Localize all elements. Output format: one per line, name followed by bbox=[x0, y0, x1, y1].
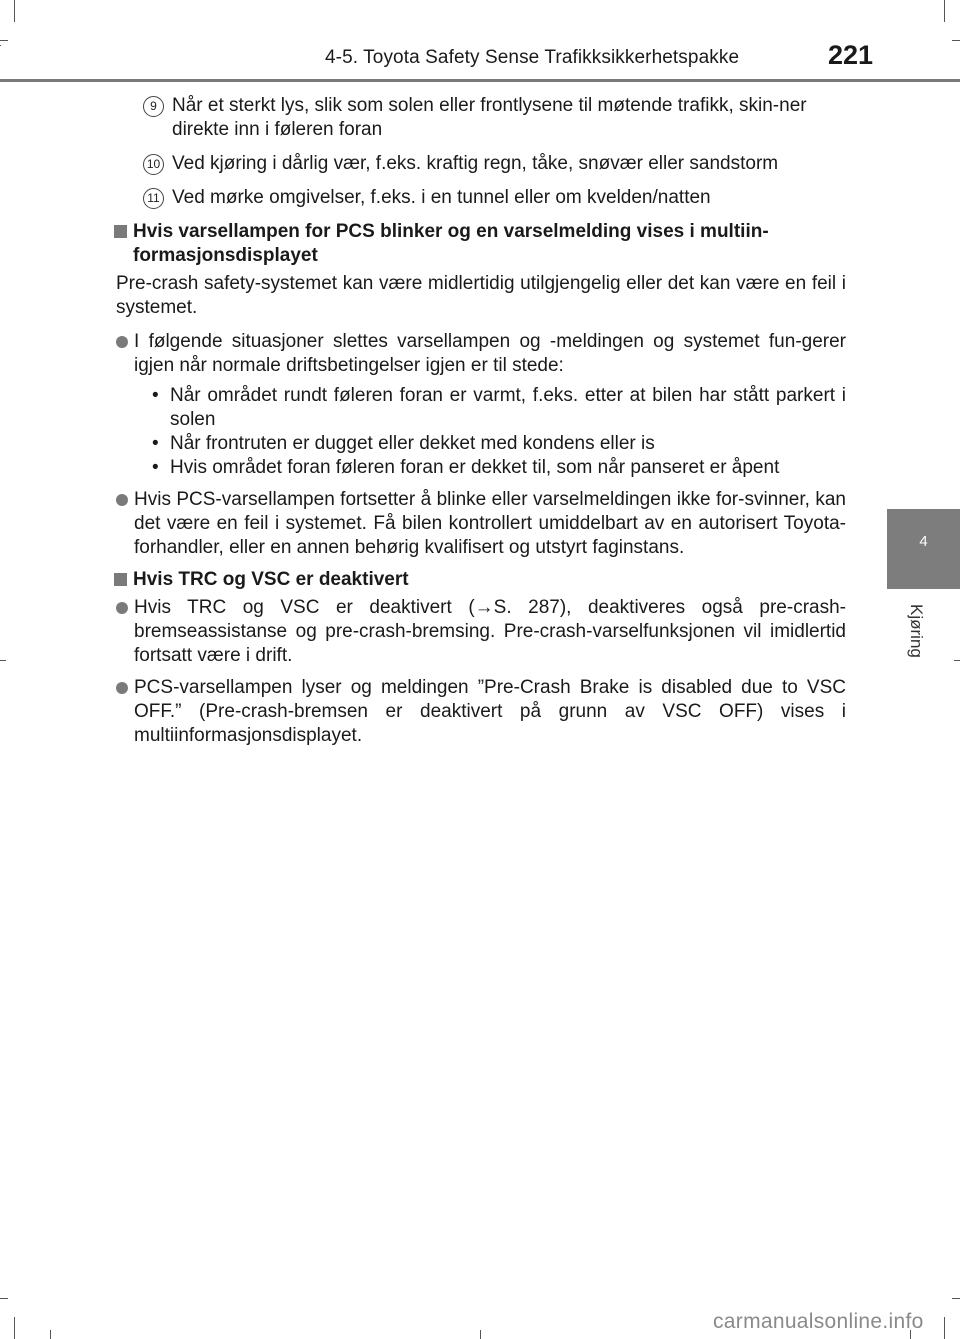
sub-bullet: • bbox=[152, 385, 159, 406]
number-badge: 11 bbox=[143, 188, 164, 209]
list-item-text: Ved mørke omgivelser, f.eks. i en tunnel eller om kvelden/natten bbox=[172, 187, 711, 208]
crop-mark bbox=[14, 1317, 15, 1339]
crop-mark bbox=[954, 660, 960, 661]
crop-mark bbox=[0, 45, 1, 46]
section-heading-text: Hvis TRC og VSC er deaktivert bbox=[133, 569, 409, 590]
sub-list-item bbox=[152, 432, 846, 456]
bullet-point bbox=[116, 676, 846, 748]
list-item bbox=[116, 186, 846, 210]
crop-mark bbox=[952, 1298, 960, 1299]
sub-bullet: • bbox=[152, 433, 159, 454]
sub-list-text: Når frontruten er dugget eller dekket med kondens eller is bbox=[170, 433, 655, 454]
watermark: carmanualsonline.info bbox=[713, 1310, 924, 1333]
square-bullet-icon bbox=[114, 225, 127, 238]
circle-bullet-icon bbox=[116, 336, 128, 348]
chapter-number: 4 bbox=[919, 533, 928, 550]
crop-mark bbox=[0, 660, 6, 661]
circle-bullet-icon bbox=[116, 494, 128, 506]
crop-mark bbox=[50, 1330, 51, 1339]
crop-mark bbox=[944, 1317, 945, 1339]
number-badge: 9 bbox=[143, 96, 164, 117]
list-item bbox=[116, 152, 846, 176]
list-item bbox=[116, 94, 846, 142]
crop-mark bbox=[952, 40, 960, 41]
chapter-tab bbox=[887, 509, 960, 589]
paragraph: Pre-crash safety-systemet kan være midlertidig utilgjengelig eller det kan være en feil i systemet. bbox=[116, 273, 846, 318]
sub-list-text: Hvis området foran føleren foran er dekket til, som når panseret er åpent bbox=[170, 457, 780, 478]
list-item-text: Ved kjøring i dårlig vær, f.eks. kraftig regn, tåke, snøvær eller sandstorm bbox=[172, 153, 779, 174]
section-heading-text: Hvis varsellampen for PCS blinker og en varselmelding vises i multiin-formasjonsdisplayet bbox=[133, 221, 769, 266]
bullet-text: I følgende situasjoner slettes varsellampen og -meldingen og systemet fun-gerer igjen når normale driftsbetingelser igjen er til stede: bbox=[134, 331, 846, 376]
crop-mark bbox=[0, 40, 8, 41]
list-item-text: Når et sterkt lys, slik som solen eller frontlysene til møtende trafikk, skin-ner direkte inn i føleren foran bbox=[172, 95, 807, 140]
crop-mark bbox=[480, 1330, 481, 1339]
header-rule bbox=[0, 79, 960, 82]
circle-bullet-icon bbox=[116, 682, 128, 694]
sub-list-item bbox=[152, 384, 846, 432]
sub-list-item bbox=[152, 456, 846, 480]
number-badge: 10 bbox=[143, 154, 164, 175]
chapter-label: Kjøring bbox=[907, 604, 926, 658]
crop-mark bbox=[14, 0, 15, 22]
square-bullet-icon bbox=[114, 573, 127, 586]
sub-list bbox=[152, 384, 846, 480]
header-title: 4-5. Toyota Safety Sense Trafikksikkerhetspakke bbox=[325, 47, 740, 68]
circle-bullet-icon bbox=[116, 602, 128, 614]
section-heading bbox=[116, 568, 846, 592]
page-content bbox=[116, 94, 846, 756]
page-number: 221 bbox=[828, 40, 874, 70]
crop-mark bbox=[944, 0, 945, 22]
bullet-text: Hvis PCS-varsellampen fortsetter å blinke eller varselmeldingen ikke for-svinner, kan det være en feil i systemet. Få bilen kontrollert umiddelbart av en autorisert Toyota-forhandler, eller en annen behørig kvalifisert og utstyrt faginstans. bbox=[134, 489, 846, 558]
bullet-text: PCS-varsellampen lyser og meldingen ”Pre-Crash Brake is disabled due to VSC OFF.” (Pre-crash-bremsen er deaktivert på grunn av VSC OFF) vises i multiinformasjonsdisplayet. bbox=[134, 677, 846, 746]
sub-list-text: Når området rundt føleren foran er varmt, f.eks. etter at bilen har stått parkert i solen bbox=[170, 385, 846, 430]
sub-bullet: • bbox=[152, 457, 159, 478]
bullet-text: Hvis TRC og VSC er deaktivert (→S. 287), deaktiveres også pre-crash-bremseassistanse og pre-crash-bremsing. Pre-crash-varselfunksjonen vil imidlertid fortsatt være i drift. bbox=[134, 597, 846, 666]
bullet-point bbox=[116, 488, 846, 560]
crop-mark bbox=[0, 1298, 8, 1299]
bullet-point bbox=[116, 596, 846, 668]
bullet-point bbox=[116, 330, 846, 480]
section-heading bbox=[116, 220, 846, 268]
